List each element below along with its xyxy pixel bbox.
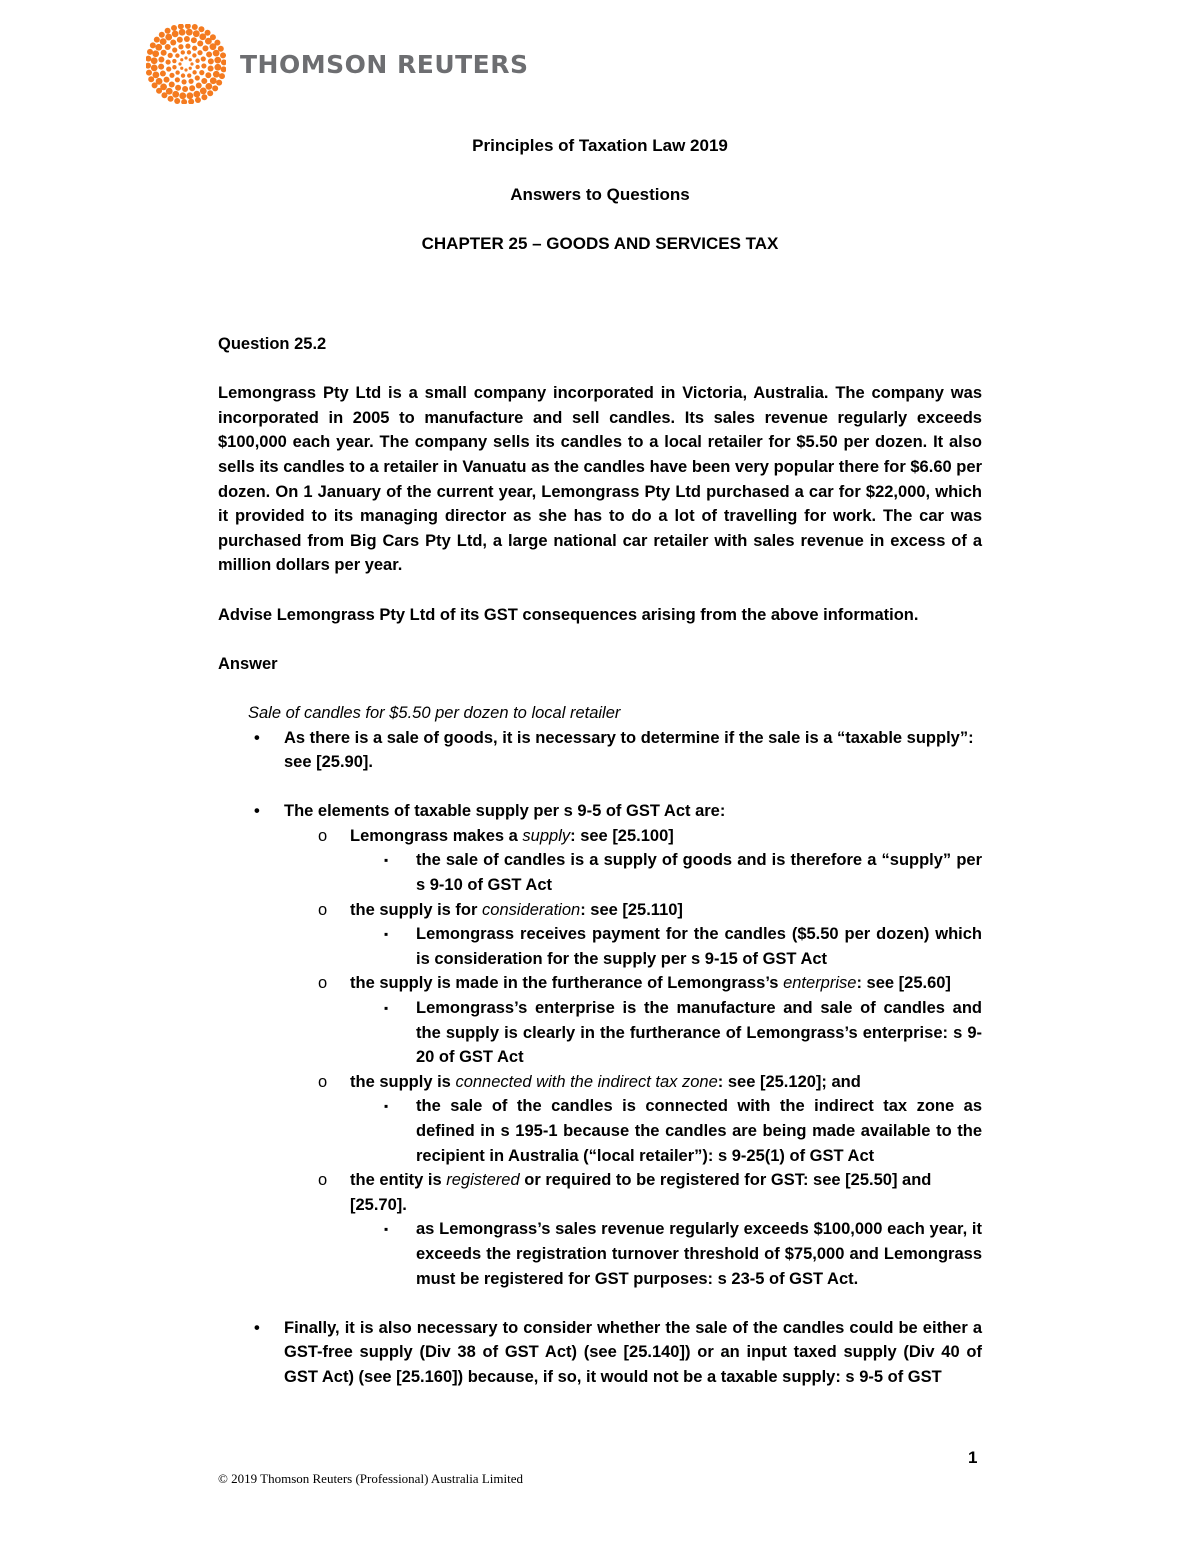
- logo-text: THOMSON REUTERS: [240, 49, 529, 79]
- element-detail: ▪ as Lemongrass’s sales revenue regularly exceeds $100,000 each year, it exceeds the registration turnover threshold of $75,000 and Lemongrass must be registered for GST purposes: s 23-5 of GST Act.: [218, 1217, 982, 1291]
- element-detail: ▪ the sale of candles is a supply of goods and is therefore a “supply” per s 9-10 of GST Act: [218, 848, 982, 897]
- page-number: 1: [968, 1448, 978, 1467]
- document-subtitle: Answers to Questions: [510, 185, 690, 204]
- element-detail: ▪ Lemongrass’s enterprise is the manufacture and sale of candles and the supply is clearly in the furtherance of Lemongrass’s enterprise: s 9-20 of GST Act: [218, 996, 982, 1070]
- bullet-text: As there is a sale of goods, it is necessary to determine if the sale is a “taxable supply”: see [25.90].: [284, 728, 974, 772]
- question-body: Lemongrass Pty Ltd is a small company incorporated in Victoria, Australia. The company was incorporated in 2005 to manufacture and sell candles. Its sales revenue regularly exceeds $100,000 each year. The company sells its candles to a local retailer for $5.50 per dozen. It also sells its candles to a retailer in Vanuatu as the candles have been very popular there for $6.60 per dozen. On 1 January of the current year, Lemongrass Pty Ltd purchased a car for $22,000, which it provided to its managing director as she has to do a lot of travelling for work. The car was purchased from Big Cars Pty Ltd, a large national car retailer with sales revenue in excess of a million dollars per year.: [218, 384, 982, 575]
- list-item: [218, 1316, 982, 1390]
- taxable-supply-elements: [284, 824, 982, 1291]
- answer-subheading: Sale of candles for $5.50 per dozen to local retailer: [248, 703, 621, 722]
- logo-mark-icon: [146, 24, 226, 104]
- list-item: [218, 799, 982, 1291]
- element-detail: ▪ Lemongrass receives payment for the candles ($5.50 per dozen) which is consideration for the supply per s 9-15 of GST Act: [218, 922, 982, 971]
- thomson-reuters-logo: [146, 24, 529, 104]
- question-label: Question 25.2: [218, 335, 327, 353]
- document-body: [218, 332, 982, 1390]
- element-enterprise: o the supply is made in the furtherance of Lemongrass’s enterprise: see [25.60] ▪ Lemongrass’s enterprise is the manufacture and sale of candles and the supply is clearly in the furtherance of Lemongrass’s enterprise: s 9-20 of GST Act: [218, 971, 982, 1069]
- list-item: [218, 726, 982, 775]
- element-registered: o the entity is registered or required to be registered for GST: see [25.50] and [25.70]. ▪ as Lemongrass’s sales revenue regularly exceeds $100,000 each year, it exceeds the registration turnover threshold of $75,000 and Lemongrass must be registered for GST purposes: s 23-5 of GST Act.: [218, 1168, 982, 1291]
- chapter-heading: CHAPTER 25 – GOODS AND SERVICES TAX: [421, 234, 779, 253]
- answer-label: Answer: [218, 654, 278, 673]
- answer-bullet-list: [218, 726, 982, 1390]
- element-detail: ▪ the sale of the candles is connected with the indirect tax zone as defined in s 195-1 because the candles are being made available to the recipient in Australia (“local retailer”): s 9-25(1) of GST Act: [218, 1094, 982, 1168]
- copyright-footer: © 2019 Thomson Reuters (Professional) Australia Limited: [218, 1471, 523, 1486]
- element-indirect-tax-zone: o the supply is connected with the indirect tax zone: see [25.120]; and ▪ the sale of the candles is connected with the indirect tax zone as defined in s 195-1 because the candles are being made available to the recipient in Australia (“local retailer”): s 9-25(1) of GST Act: [218, 1070, 982, 1168]
- element-consideration: o the supply is for consideration: see [25.110] ▪ Lemongrass receives payment for the candles ($5.50 per dozen) which is consideration for the supply per s 9-15 of GST Act: [218, 898, 982, 972]
- document-title: Principles of Taxation Law 2019: [472, 136, 728, 155]
- bullet-text: Finally, it is also necessary to consider whether the sale of the candles could be either a GST-free supply (Div 38 of GST Act) (see [25.140]) or an input taxed supply (Div 40 of GST Act) (see [25.160]) because, if so, it would not be a taxable supply: s 9-5 of GST: [284, 1318, 982, 1386]
- element-supply: o Lemongrass makes a supply: see [25.100] ▪ the sale of candles is a supply of goods and is therefore a “supply” per s 9-10 of GST Act: [218, 824, 982, 898]
- bullet-text: The elements of taxable supply per s 9-5 of GST Act are:: [284, 802, 726, 821]
- question-prompt: Advise Lemongrass Pty Ltd of its GST consequences arising from the above information.: [218, 605, 919, 624]
